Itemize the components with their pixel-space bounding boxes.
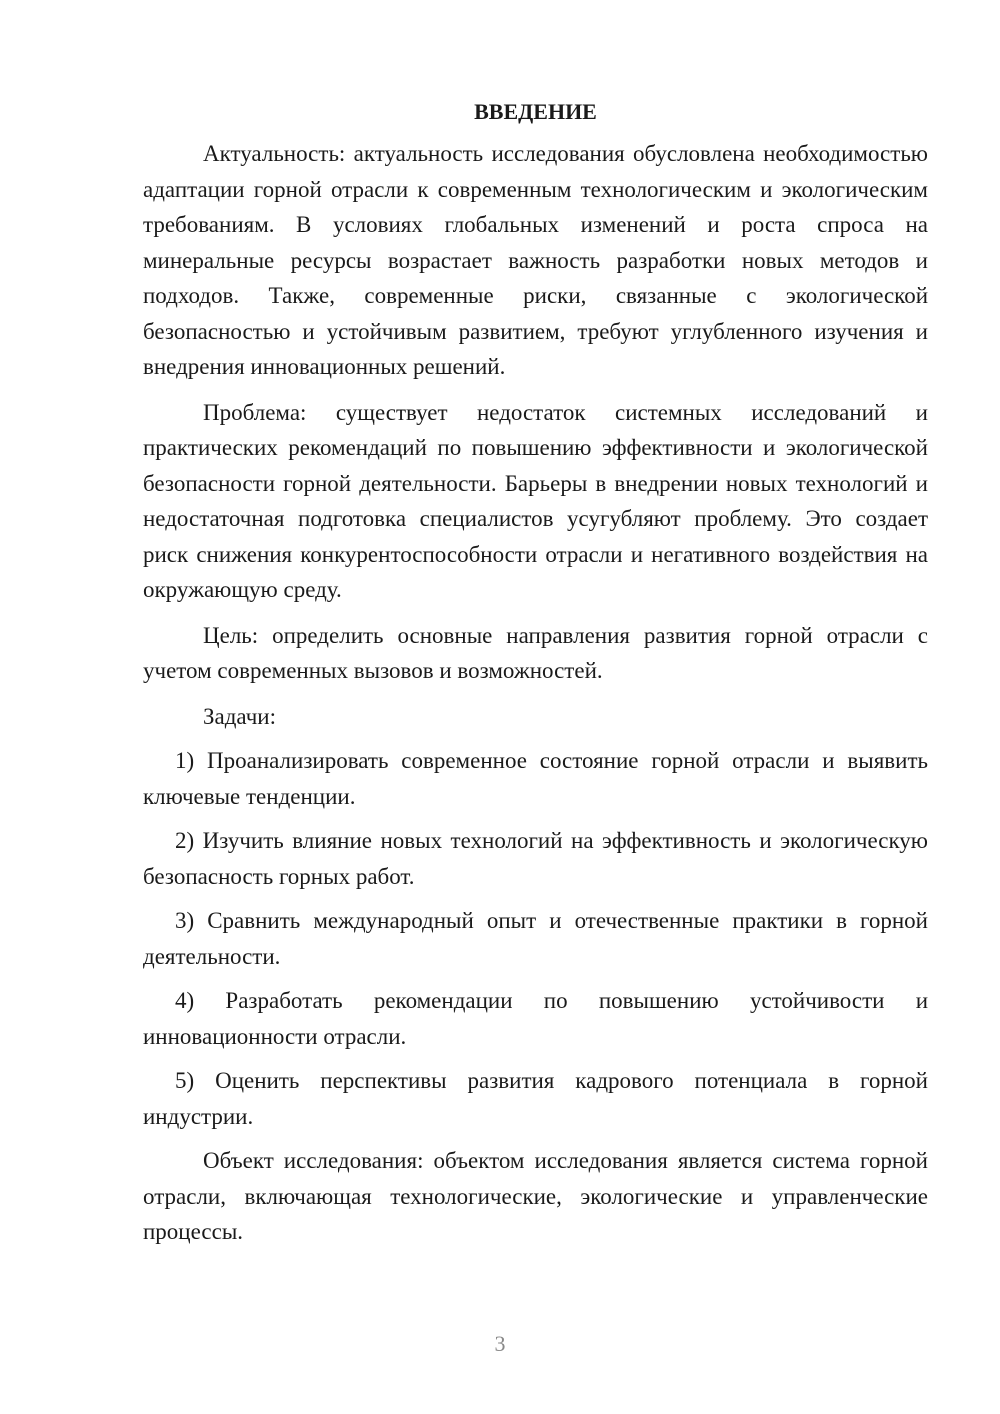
paragraph-problem: Проблема: существует недостаток системных исследований и практических рекомендаций по повышению эффективности и экологической безопасности горной деятельности. Барьеры в внедрении новых технологий и недостаточная подготовка специалистов усугубляют проблему. Это создает риск снижения конкурентоспособности отрасли и негативного воздействия на окружающую среду. [143,399,928,602]
page-title: ВВЕДЕНИЕ [474,99,597,124]
task-item-1: 1) Проанализировать современное состояние горной отрасли и выявить ключевые тенденции. [143,748,928,809]
tasks-label: Задачи: [203,703,276,729]
paragraph-goal: Цель: определить основные направления развития горной отрасли с учетом современных вызовов и возможностей. [143,622,928,683]
document-page [143,96,928,1260]
task-item-4: 4) Разработать рекомендации по повышению устойчивости и инновационности отрасли. [143,988,928,1049]
page-number: 3 [494,1331,506,1356]
task-item-2: 2) Изучить влияние новых технологий на эффективность и экологическую безопасность горных работ. [143,828,928,889]
paragraph-object: Объект исследования: объектом исследования является система горной отрасли, включающая технологические, экологические и управленческие процессы. [143,1148,928,1244]
task-item-5: 5) Оценить перспективы развития кадрового потенциала в горной индустрии. [143,1068,928,1129]
paragraph-relevance: Актуальность: актуальность исследования обусловлена необходимостью адаптации горной отрасли к современным технологическим и экологическим требованиям. В условиях глобальных изменений и роста спроса на минеральные ресурсы возрастает важность разработки новых методов и подходов. Также, современные риски, связанные с экологической безопасностью и устойчивым развитием, требуют углубленного изучения и внедрения инновационных решений. [143,141,928,379]
task-item-3: 3) Сравнить международный опыт и отечественные практики в горной деятельности. [143,908,928,969]
